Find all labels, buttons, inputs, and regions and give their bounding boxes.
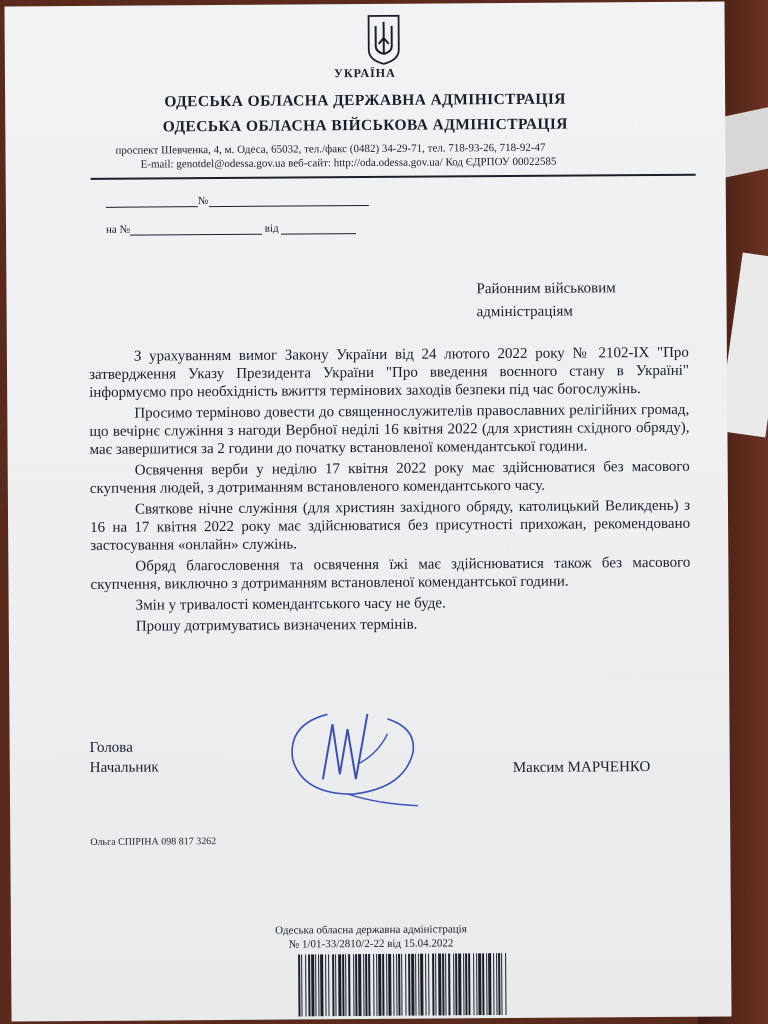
document-page	[4, 1, 731, 1021]
paragraph: Освячення верби у неділю 17 квітня 2022 року має здійснюватися без масового скупчення людей, з дотриманням встановленого комендантського часу.	[89, 458, 690, 497]
organization-name-military: ОДЕСЬКА ОБЛАСНА ВІЙСЬКОВА АДМІНІСТРАЦІЯ	[162, 115, 568, 136]
header-divider	[91, 174, 696, 180]
executor-contact: Ольга СПІРІНА 098 817 3262	[90, 836, 217, 848]
letter-body	[89, 344, 691, 639]
trident-emblem-icon	[367, 14, 401, 66]
address-line: проспект Шевченка, 4, м. Одеса, 65032, тел./факс (0482) 34-29-71, тел. 718-93-26, 718-92-47	[115, 141, 546, 157]
paragraph: Обряд благословення та освячення їжі має здійснюватися також без масового скупчення, виключно з дотриманням встановленої комендантської години.	[90, 554, 691, 593]
email-website-line: E-mail: genotdel@odessa.gov.ua веб-сайт: http://oda.odessa.gov.ua/ Код ЄДРПОУ 00022585	[140, 155, 557, 171]
paragraph: Святкове нічне служіння (для християн західного обряду, католицький Великдень) з 16 на 17 квітня 2022 року має здійснюватися без присутності прихожан, рекомендовано застосування «онлайн» служінь.	[90, 497, 691, 554]
paragraph: З урахуванням вимог Закону України від 24 лютого 2022 року № 2102-IX "Про затвердження Указу Президента України "Про введення воєнного стану в Україні" інформуємо про необхідність вжиття термінових заходів безпеки під час богослужінь.	[88, 344, 690, 401]
paragraph: Змін у тривалості комендантського часу не буде.	[135, 595, 446, 614]
registration-stamp-number: № 1/01-33/2810/2-22 від 15.04.2022	[288, 937, 454, 951]
paragraph: Просимо терміново довести до священнослужителів православних релігійних громад, що вечірнє служіння з нагоди Вербної неділі 16 квітня 2022 (для християн східного обряду), має завершитися за 2 години до початку встановленої комендантської години.	[89, 401, 690, 458]
country-label: УКРАЇНА	[334, 65, 396, 81]
addressee: Районним військовим адміністраціям	[476, 280, 616, 321]
barcode-icon	[296, 953, 511, 1016]
paragraph: Прошу дотримуватись визначених термінів.	[135, 616, 418, 635]
registration-stamp-org: Одеська обласна державна адміністрація	[275, 923, 467, 937]
handwritten-signature	[277, 694, 438, 815]
signatory-titles: Голова Начальник	[89, 739, 159, 776]
outgoing-number-field: №	[106, 194, 369, 208]
incoming-reference-field: на № від	[106, 222, 356, 236]
signatory-name: Максим МАРЧЕНКО	[512, 759, 651, 776]
organization-name: ОДЕСЬКА ОБЛАСНА ДЕРЖАВНА АДМІНІСТРАЦІЯ	[164, 90, 566, 111]
